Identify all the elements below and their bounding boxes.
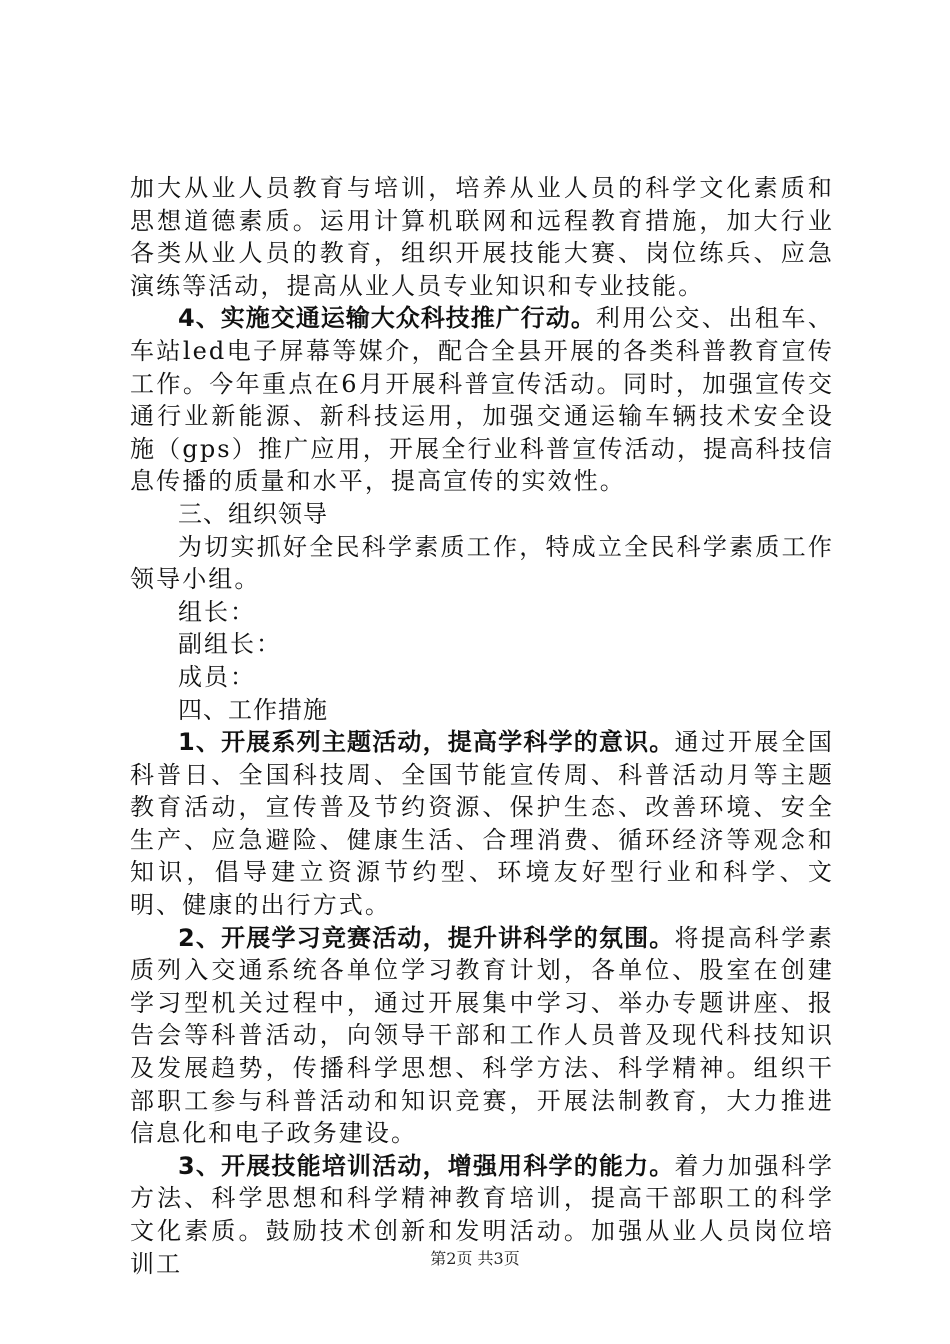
members-label: 成员： xyxy=(178,662,256,691)
measure-2-lead: 2、开展学习竞赛活动，提升讲科学的氛围。 xyxy=(178,923,675,952)
measure-3-lead: 3、开展技能培训活动，增强用科学的能力。 xyxy=(178,1151,675,1180)
measure-1-lead: 1、开展系列主题活动，提高学科学的意识。 xyxy=(178,728,675,757)
measure-2-body: 将提高科学素质列入交通系统各单位学习教育计划，各单位、股室在创建学习型机关过程中，通过开展集中学习、举办专题讲座、报告会等科普活动，向领导干部和工作人员普及现代科技知识及发展趋势，传播科学思想、科学方法、科学精神。组织干部职工参与科普活动和知识竞赛，开展法制教育，大力推进信息化和电子政务建设。 xyxy=(130,923,834,1148)
measure-2-paragraph xyxy=(130,922,834,1150)
paragraph-continued: 加大从业人员教育与培训，培养从业人员的科学文化素质和思想道德素质。运用计算机联网和远程教育措施，加大行业各类从业人员的教育，组织开展技能大赛、岗位练兵、应急演练等活动，提高从业人员专业知识和专业技能。 xyxy=(130,174,834,300)
document-body xyxy=(130,172,834,1280)
item-4-paragraph xyxy=(130,302,834,498)
page-footer: 第2页 共3页 xyxy=(430,1249,520,1268)
measure-1-paragraph xyxy=(130,726,834,922)
item-4-lead: 4、实施交通运输大众科技推广行动。 xyxy=(178,304,596,333)
item-4-body: 利用公交、出租车、车站led电子屏幕等媒介，配合全县开展的各类科普教育宣传工作。今年重点在6月开展科普宣传活动。同时，加强宣传交通行业新能源、新科技运用，加强交通运输车辆技术安全设施（gps）推广应用，开展全行业科普宣传活动，提高科技信息传播的质量和水平，提高宣传的实效性。 xyxy=(130,304,834,496)
vice-leader-label: 副组长： xyxy=(178,630,282,659)
leader-label: 组长： xyxy=(178,597,256,626)
section-3-body: 为切实抓好全民科学素质工作，特成立全民科学素质工作领导小组。 xyxy=(130,532,834,594)
section-3-title: 三、组织领导 xyxy=(178,499,328,528)
measure-1-body: 通过开展全国科普日、全国科技周、全国节能宣传周、科普活动月等主题教育活动，宣传普及节约资源、保护生态、改善环境、安全生产、应急避险、健康生活、合理消费、循环经济等观念和知识，倡导建立资源节约型、环境友好型行业和科学、文明、健康的出行方式。 xyxy=(130,728,834,920)
measure-3-body: 着力加强科学方法、科学思想和科学精神教育培训，提高干部职工的科学文化素质。鼓励技术创新和发明活动。加强从业人员岗位培训工 xyxy=(130,1151,834,1278)
section-4-title: 四、工作措施 xyxy=(178,695,328,724)
